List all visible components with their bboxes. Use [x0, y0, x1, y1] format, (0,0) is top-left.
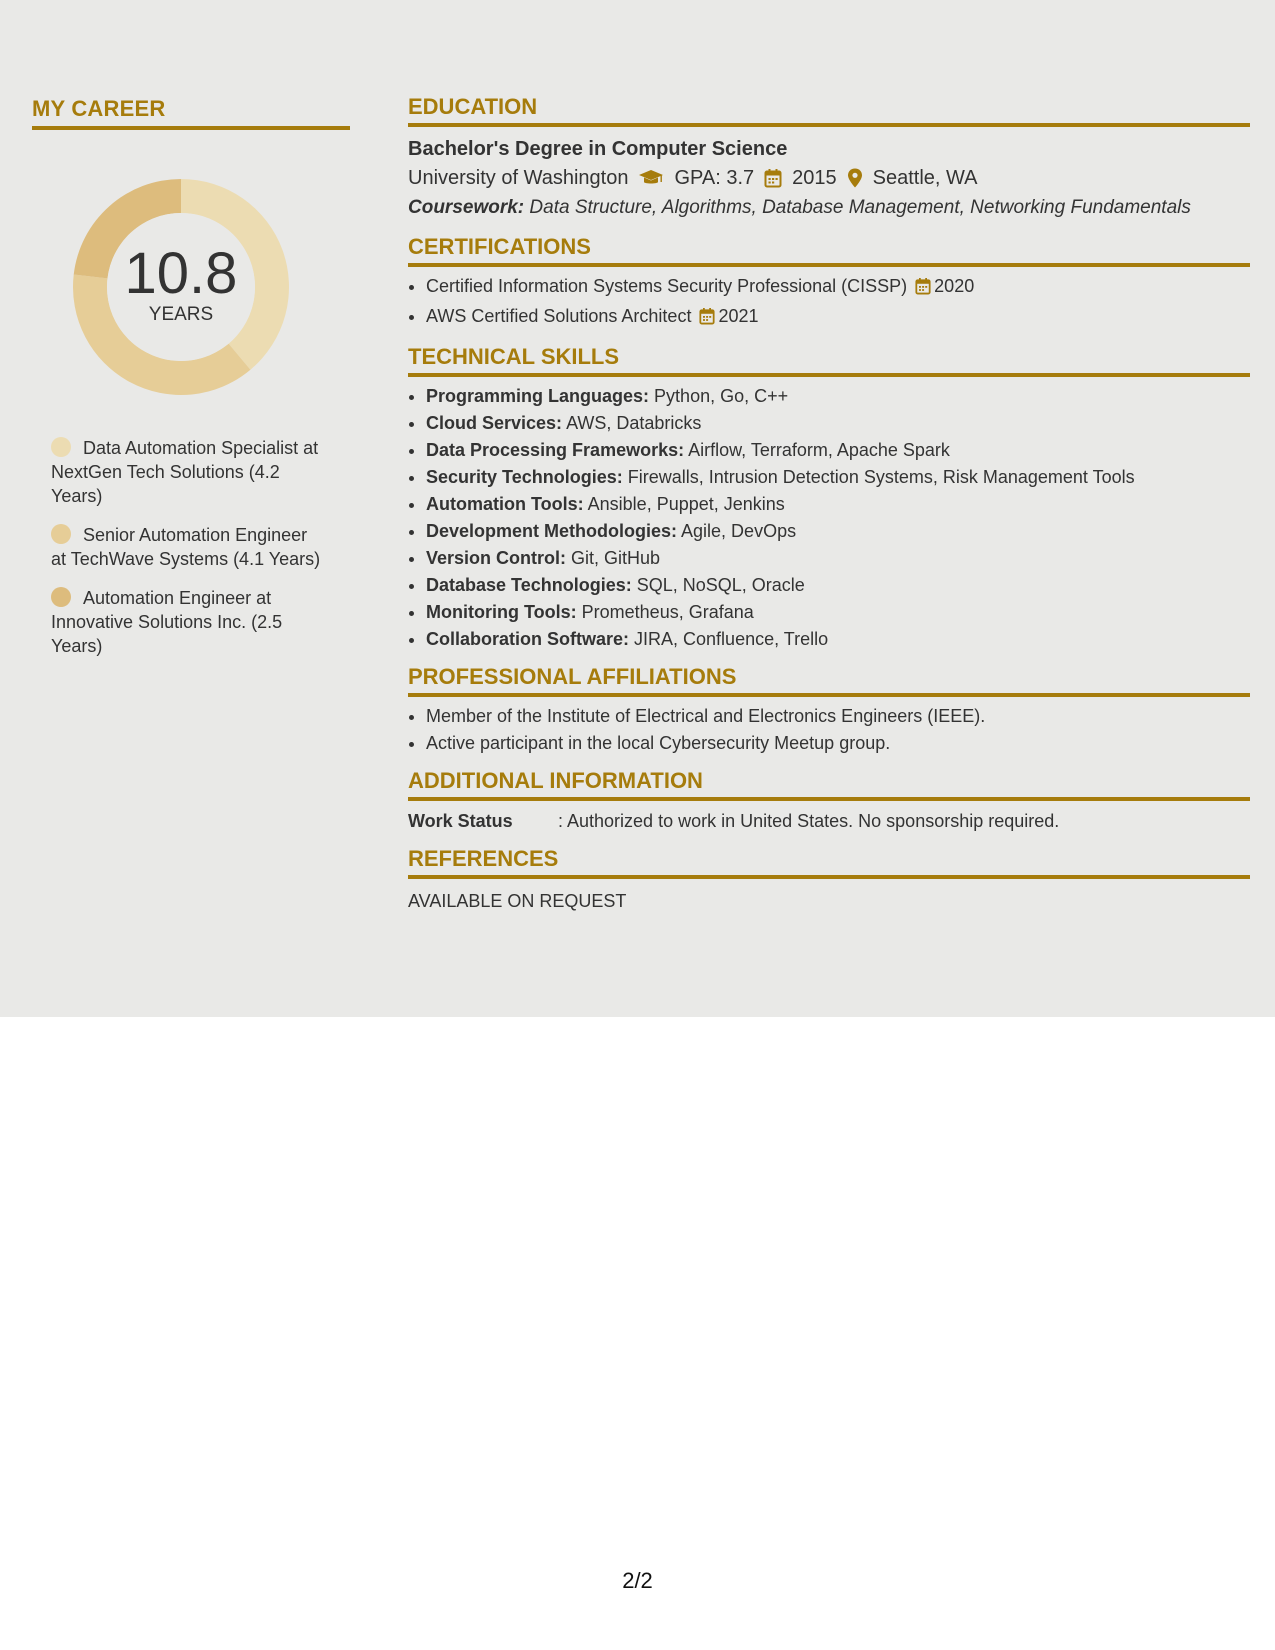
skill-label: Automation Tools: [426, 494, 584, 514]
skill-label: Data Processing Frameworks: [426, 440, 685, 460]
calendar-icon [915, 276, 931, 303]
additional-info-title: ADDITIONAL INFORMATION [408, 768, 1250, 801]
legend-dot-icon [51, 437, 71, 457]
career-role-label: Senior Automation Engineer at TechWave Systems (4.1 Years) [51, 525, 321, 569]
certifications-section [408, 234, 1250, 333]
main-content [408, 94, 1250, 924]
calendar-icon [699, 306, 715, 333]
skill-value: Agile, DevOps [681, 521, 797, 541]
skill-item [426, 383, 1250, 410]
skill-item [426, 572, 1250, 599]
affiliations-title: PROFESSIONAL AFFILIATIONS [408, 664, 1250, 697]
coursework-label: Coursework: [408, 197, 525, 218]
total-years-value: 10.8 [124, 241, 238, 306]
legend-dot-icon [51, 524, 71, 544]
career-role-label: Automation Engineer at Innovative Solutions Inc. (2.5 Years) [51, 588, 283, 656]
references-section [408, 846, 1250, 913]
skill-value: Ansible, Puppet, Jenkins [587, 494, 785, 514]
school-location: Seattle, WA [872, 167, 978, 189]
certifications-title: CERTIFICATIONS [408, 234, 1250, 267]
coursework [408, 193, 1250, 223]
skills-section [408, 344, 1250, 653]
donut-center [66, 172, 296, 402]
work-status-label: Work Status [408, 811, 513, 831]
skill-value: Prometheus, Grafana [581, 602, 754, 622]
skill-value: Python, Go, C++ [654, 386, 789, 406]
skill-label: Development Methodologies: [426, 521, 678, 541]
career-sidebar [32, 96, 350, 673]
graduation-year: 2015 [792, 167, 837, 189]
certification-name: Certified Information Systems Security Professional (CISSP) [426, 276, 908, 296]
career-donut-chart [66, 172, 296, 402]
skills-title: TECHNICAL SKILLS [408, 344, 1250, 377]
affiliation-item: • Member of the Institute of Electrical and Electronics Engineers (IEEE). [426, 703, 1250, 730]
skills-list [408, 383, 1250, 653]
skill-item [426, 518, 1250, 545]
certification-item [426, 303, 1250, 333]
career-legend [32, 436, 321, 658]
calendar-icon [764, 168, 782, 188]
certification-year: 2021 [718, 306, 759, 326]
skill-label: Collaboration Software: [426, 629, 630, 649]
skill-value: JIRA, Confluence, Trello [634, 629, 829, 649]
education-meta [408, 163, 1250, 193]
references-title: REFERENCES [408, 846, 1250, 879]
skill-label: Monitoring Tools: [426, 602, 577, 622]
skill-value: SQL, NoSQL, Oracle [636, 575, 805, 595]
skill-label: Database Technologies: [426, 575, 632, 595]
additional-info-section [408, 768, 1250, 835]
location-pin-icon [847, 168, 863, 188]
degree-name: Bachelor's Degree in Computer Science [408, 138, 788, 160]
certification-item [426, 273, 1250, 303]
education-title: EDUCATION [408, 94, 1250, 127]
skill-value: Git, GitHub [571, 548, 661, 568]
skill-label: Programming Languages: [426, 386, 650, 406]
career-role-label: Data Automation Specialist at NextGen Tech Solutions (4.2 Years) [51, 438, 319, 506]
skill-item [426, 464, 1250, 491]
skill-item [426, 437, 1250, 464]
skill-item [426, 599, 1250, 626]
career-legend-item [51, 586, 321, 658]
certification-name: AWS Certified Solutions Architect [426, 306, 692, 326]
skill-value: AWS, Databricks [566, 413, 702, 433]
certifications-list [408, 273, 1250, 333]
legend-dot-icon [51, 587, 71, 607]
gpa: GPA: 3.7 [674, 167, 755, 189]
skill-item [426, 410, 1250, 437]
education-section [408, 94, 1250, 223]
work-status-row [408, 807, 1250, 835]
references-text: AVAILABLE ON REQUEST [408, 891, 627, 911]
skill-value: Airflow, Terraform, Apache Spark [688, 440, 950, 460]
skill-label: Security Technologies: [426, 467, 623, 487]
coursework-list: Data Structure, Algorithms, Database Management, Networking Fundamentals [529, 197, 1191, 218]
work-status-value: : Authorized to work in United States. No sponsorship required. [558, 811, 1060, 831]
page-number: 2/2 [622, 1568, 653, 1593]
skill-label: Version Control: [426, 548, 567, 568]
affiliation-item: • Active participant in the local Cybersecurity Meetup group. [426, 730, 1250, 757]
career-title: MY CAREER [32, 96, 350, 130]
skill-item [426, 491, 1250, 518]
school-name: University of Washington [408, 167, 629, 189]
skill-item [426, 545, 1250, 572]
affiliations-list [408, 703, 1250, 757]
certification-year: 2020 [934, 276, 975, 296]
skill-label: Cloud Services: [426, 413, 563, 433]
career-legend-item [51, 523, 321, 571]
affiliations-section [408, 664, 1250, 757]
graduation-cap-icon [638, 169, 664, 187]
skill-value: Firewalls, Intrusion Detection Systems, Risk Management Tools [627, 467, 1135, 487]
skill-item [426, 626, 1250, 653]
total-years-unit: YEARS [148, 304, 214, 325]
career-legend-item [51, 436, 321, 508]
